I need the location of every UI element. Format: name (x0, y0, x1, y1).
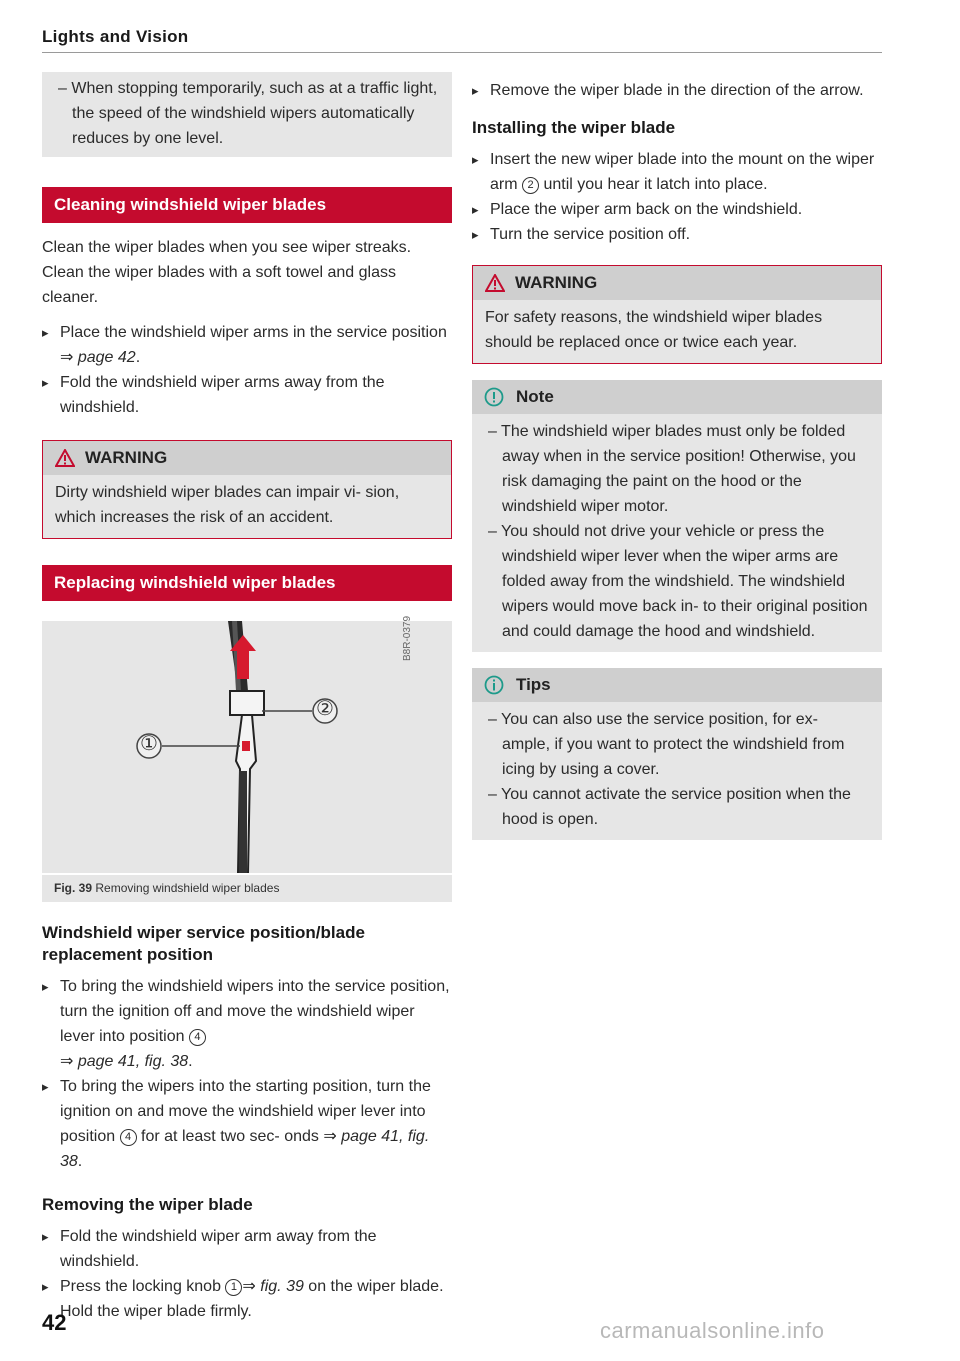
warning-header (473, 266, 881, 300)
figure-code: B8R-0379 (402, 615, 413, 661)
service-step-2-mid: for at least two sec- onds (136, 1128, 324, 1145)
warning-header (43, 441, 451, 475)
watermark: carmanualsonline.info (600, 1318, 825, 1343)
tips-label: Tips (516, 675, 551, 694)
cleaning-step-1-text: Place the windshield wiper arms in the service position (60, 324, 447, 341)
removing-step-1: ▸ Fold the windshield wiper arm away from the windshield. (42, 1224, 452, 1274)
blade-rubber (239, 771, 247, 873)
warning-text: Dirty windshield wiper blades can impair vi- sion, which increases the risk of an accident. (55, 484, 400, 526)
warning-text: For safety reasons, the windshield wiper blades should be replaced once or twice each year. (485, 309, 823, 351)
service-step-2 (42, 1074, 452, 1174)
cleaning-steps (42, 320, 452, 420)
intro-box (42, 72, 452, 157)
figure-label: Fig. 39 (54, 881, 93, 895)
cleaning-step-2: ▸ Fold the windshield wiper arms away from the windshield. (42, 370, 452, 420)
removing-step-2-text: Press the locking knob (60, 1278, 226, 1295)
service-step-1-end: . (188, 1053, 193, 1070)
warning-box-replace-yearly (472, 265, 882, 364)
note-exclamation-icon (484, 387, 504, 407)
note-list (484, 419, 870, 644)
installing-step-2: ▸ Place the wiper arm back on the windshield. (472, 197, 882, 222)
note-item: – The windshield wiper blades must only be folded away when in the service position! Otherwise, you risk damaging the paint on the hood or the windshield wiper motor. (488, 423, 856, 515)
service-step-2-end: . (77, 1153, 83, 1170)
warning-body (43, 475, 451, 538)
right-column (472, 78, 882, 840)
page-ref-link[interactable]: ⇒ page 41, fig. 38 (60, 1128, 430, 1170)
tips-item: – You can also use the service position, for ex- ample, if you want to protect the windshield from icing by using a cover. (488, 711, 845, 778)
warning-box-dirty-blades (42, 440, 452, 539)
position-4-callout: 4 (120, 1129, 137, 1146)
note-label: Note (516, 387, 554, 406)
cleaning-paragraph: Clean the wiper blades when you see wiper streaks. Clean the wiper blades with a soft towel and glass cleaner. (42, 239, 412, 306)
section-heading-cleaning: Cleaning windshield wiper blades (42, 187, 452, 223)
tips-list (484, 707, 870, 832)
removing-step-2 (42, 1274, 452, 1324)
removing-step-2-end: on the wiper blade. Hold the wiper blade firmly. (60, 1278, 444, 1320)
wiper-illustration (42, 621, 452, 873)
page-number: 42 (42, 1310, 67, 1335)
section-heading-replacing: Replacing windshield wiper blades (42, 565, 452, 601)
page-header-title: Lights and Vision (42, 27, 189, 46)
removing-steps (42, 1224, 452, 1324)
page-ref-link[interactable]: ⇒ page 41, fig. 38 (60, 1053, 189, 1070)
tips-body (472, 702, 882, 840)
service-step-2-text: To bring the wipers into the starting position, turn the ignition on and move the windshield wiper lever into position (60, 1078, 431, 1145)
intro-list (54, 76, 440, 151)
blade-mount (230, 691, 264, 715)
tips-item: – You cannot activate the service position when the hood is open. (488, 786, 851, 828)
installing-steps (472, 147, 882, 247)
warning-triangle-icon (485, 274, 505, 292)
fig-ref-link[interactable]: ⇒ fig. 39 (242, 1278, 304, 1295)
figure-caption-text: Removing windshield wiper blades (95, 881, 280, 895)
tips-info-icon (484, 675, 504, 695)
locking-knob (242, 741, 250, 751)
installing-step-3: ▸ Turn the service position off. (472, 222, 882, 247)
installing-step-1-end: until you hear it latch into place. (539, 176, 768, 193)
knob-1-callout: 1 (225, 1279, 242, 1296)
position-4-callout: 4 (189, 1029, 206, 1046)
heading-service-position: Windshield wiper service position/blade replacement position (42, 923, 365, 964)
service-steps (42, 974, 452, 1174)
heading-removing: Removing the wiper blade (42, 1195, 253, 1214)
page-ref-link[interactable]: ⇒ page 42 (60, 349, 136, 366)
intro-item: – When stopping temporarily, such as at a traffic light, the speed of the windshield wipers automatically reduces by one level. (58, 80, 438, 147)
note-item: – You should not drive your vehicle or press the windshield wiper lever when the wiper arms are folded away from the windshield. The windshield wipers would move back in- to their original position and could damage the hood and windshield. (488, 523, 868, 640)
installing-step-1-text: Insert the new wiper blade into the mount on the wiper arm (490, 151, 875, 193)
callout-1-label: ① (140, 733, 158, 755)
remove-direction-step (472, 78, 882, 103)
service-step-1 (42, 974, 452, 1074)
arm-2-callout: 2 (522, 177, 539, 194)
heading-installing: Installing the wiper blade (472, 118, 676, 137)
note-body (472, 414, 882, 652)
header-divider (42, 52, 882, 53)
warning-label: WARNING (515, 273, 598, 292)
service-step-1-text: To bring the windshield wipers into the service position, turn the ignition off and move the windshield wiper lever into position (60, 978, 450, 1045)
figure-wiper-blade (42, 615, 452, 873)
figure-caption (42, 875, 452, 902)
callout-2-label: ② (316, 698, 334, 720)
remove-step: ▸ Remove the wiper blade in the direction of the arrow. (472, 78, 882, 103)
tips-header (472, 668, 882, 702)
left-column (42, 72, 452, 1324)
note-header (472, 380, 882, 414)
cleaning-step-1 (42, 320, 452, 370)
cleaning-step-1-end: . (135, 349, 141, 366)
installing-step-1 (472, 147, 882, 197)
warning-triangle-icon (55, 449, 75, 467)
warning-body (473, 300, 881, 363)
warning-label: WARNING (85, 448, 168, 467)
